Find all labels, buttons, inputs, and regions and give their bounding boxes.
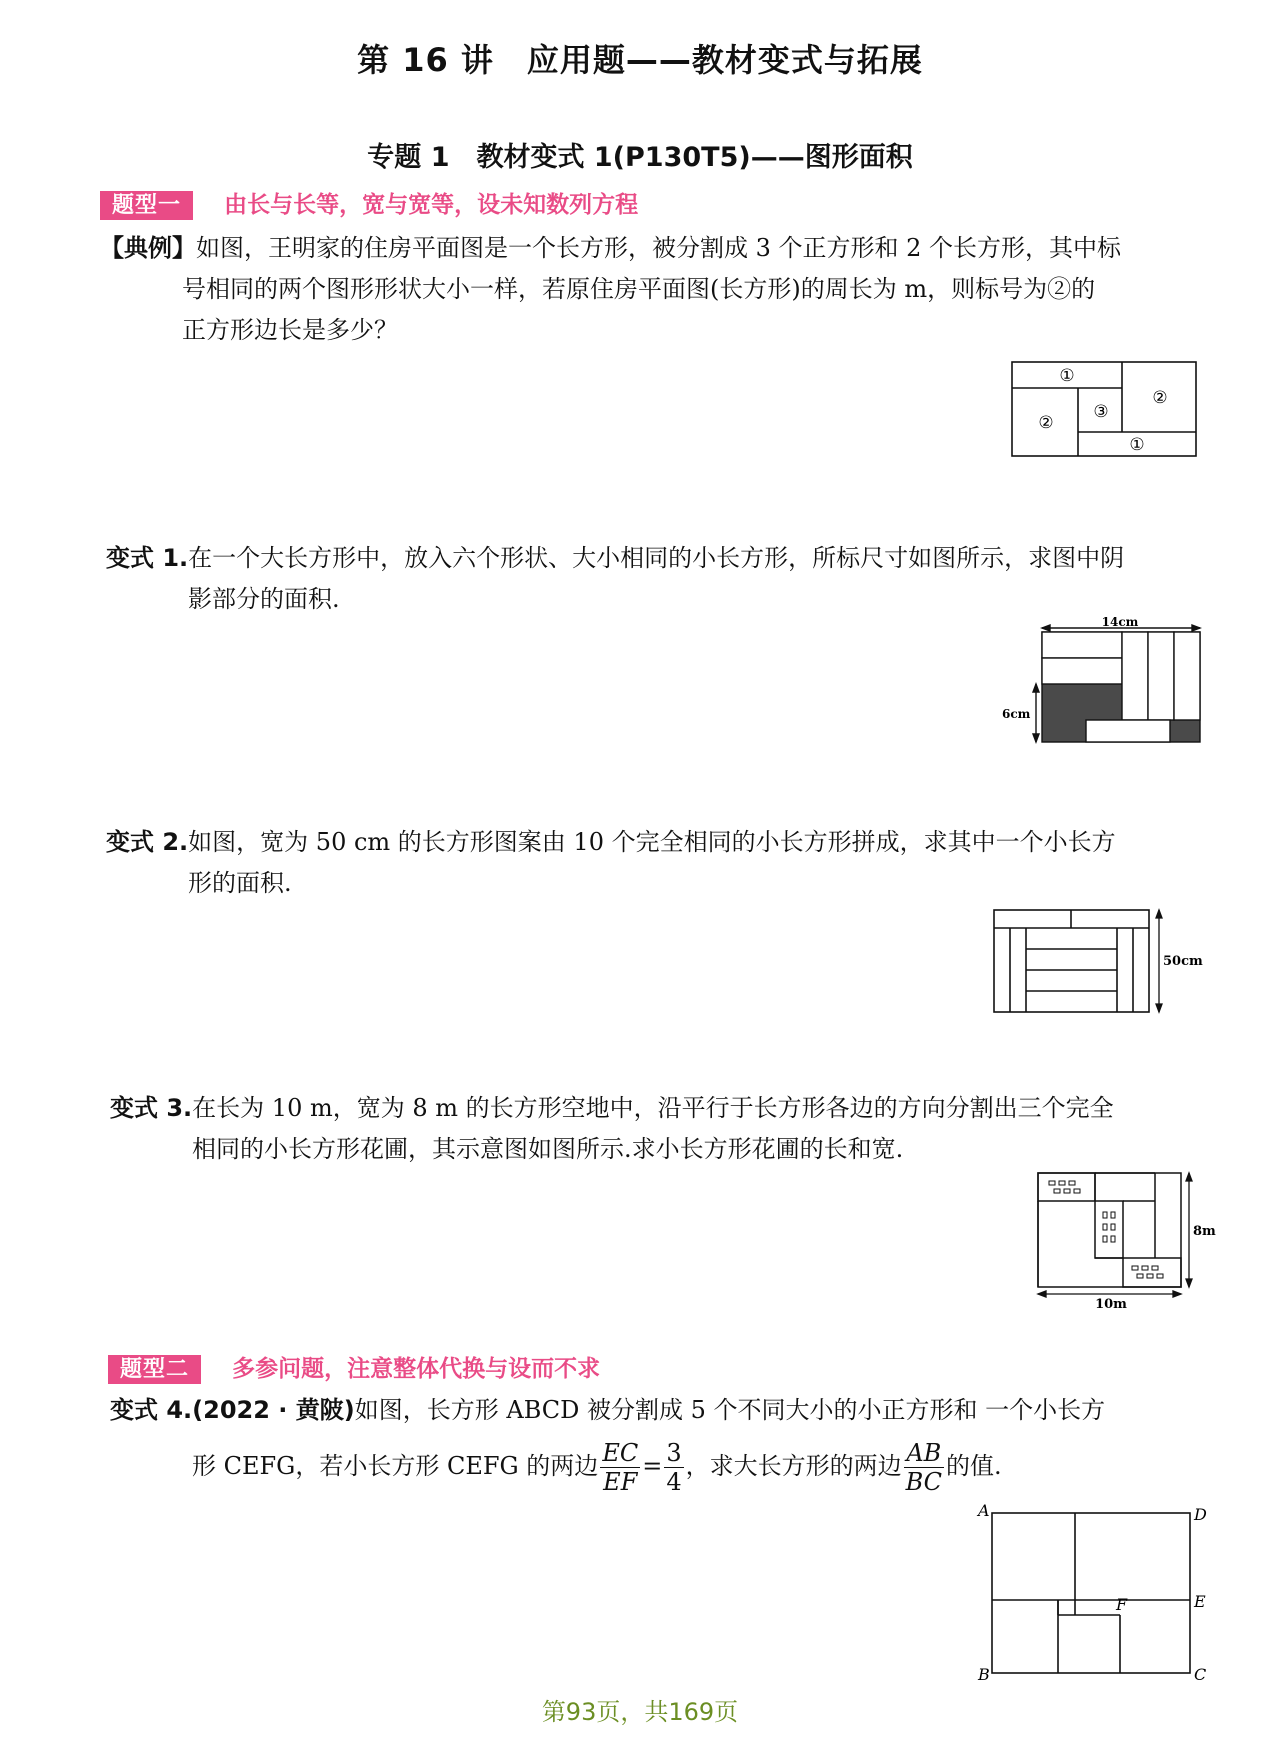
plan-label-2-left: ②	[1038, 413, 1054, 433]
type1-badge: 题型一	[100, 191, 193, 220]
fraction-3: 3	[666, 1439, 682, 1467]
point-a: A	[978, 1501, 990, 1520]
example-line-2: 号相同的两个图形形状大小一样，若原住房平面图(长方形)的周长为 m，则标号为②的	[182, 275, 1096, 303]
example-problem	[100, 228, 1200, 351]
variant1-problem	[106, 538, 1206, 620]
variant3-line-1: 在长为 10 m，宽为 8 m 的长方形空地中，沿平行于长方形各边的方向分割出三个完全	[192, 1094, 1114, 1122]
example-floor-plan-figure	[1010, 360, 1200, 460]
variant1-line-2: 影部分的面积.	[188, 585, 340, 613]
variant1-line-1: 在一个大长方形中，放入六个形状、大小相同的小长方形，所标尺寸如图所示，求图中阴	[188, 544, 1125, 572]
fraction-ab-bc	[904, 1441, 944, 1494]
variant2-figure	[985, 900, 1205, 1020]
variant4-line-1: 如图，长方形 ABCD 被分割成 5 个不同大小的小正方形和 一个小长方	[354, 1396, 1106, 1424]
equals-sign: =	[642, 1452, 663, 1480]
fraction-ec: EC	[602, 1439, 639, 1467]
fraction-ab: AB	[904, 1441, 944, 1468]
dim-6cm: 6cm	[1002, 707, 1031, 721]
plan-label-1-bottom: ①	[1129, 435, 1145, 455]
variant4-source: (2022 · 黄陂)	[192, 1396, 355, 1424]
variant4-line-2b: ，求大长方形的两边	[685, 1452, 902, 1480]
variant4-line-2	[110, 1441, 1210, 1494]
example-line-3: 正方形边长是多少？	[182, 316, 398, 344]
type2-description: 多参问题，注意整体代换与设而不求	[232, 1356, 601, 1382]
variant2-line-1: 如图，宽为 50 cm 的长方形图案由 10 个完全相同的小长方形拼成，求其中一个小长方	[188, 828, 1116, 856]
variant2-line-2: 形的面积.	[188, 869, 292, 897]
variant3-line-2: 相同的小长方形花圃，其示意图如图所示.求小长方形花圃的长和宽.	[192, 1135, 904, 1163]
variant1-figure	[1000, 615, 1210, 748]
dim-14cm: 14cm	[1101, 615, 1139, 629]
section-subtitle: 专题 1 教材变式 1(P130T5)——图形面积	[367, 142, 913, 173]
variant4-problem	[110, 1390, 1210, 1494]
dim-8m: 8m	[1193, 1224, 1216, 1239]
fraction-ec-ef	[600, 1441, 640, 1494]
page-number: 第93页，共169页	[541, 1698, 739, 1726]
point-f: F	[1116, 1595, 1128, 1614]
fraction-4: 4	[666, 1468, 682, 1496]
plan-label-2-right: ②	[1152, 388, 1168, 408]
type1-description: 由长与长等，宽与宽等，设未知数列方程	[224, 192, 639, 218]
fraction-ef: EF	[603, 1468, 638, 1496]
variant2-problem	[106, 822, 1206, 904]
variant3-problem	[110, 1088, 1210, 1170]
shaded-area-right	[1170, 720, 1200, 742]
plan-label-1-top: ①	[1059, 366, 1075, 386]
point-d: D	[1194, 1505, 1207, 1524]
plan-label-3: ③	[1093, 402, 1109, 422]
variant3-label: 变式 3.	[110, 1094, 193, 1122]
page-title: 第 16 讲 应用题——教材变式与拓展	[357, 41, 923, 79]
variant3-figure	[1025, 1160, 1216, 1312]
fraction-3-4	[664, 1441, 683, 1494]
dim-10m: 10m	[1095, 1297, 1127, 1312]
variant4-figure	[970, 1500, 1210, 1685]
point-e: E	[1194, 1592, 1206, 1611]
fraction-bc: BC	[905, 1468, 943, 1496]
variant1-label: 变式 1.	[106, 544, 189, 572]
example-line-1: 如图，王明家的住房平面图是一个长方形，被分割成 3 个正方形和 2 个长方形，其中标	[196, 234, 1122, 262]
variant2-label: 变式 2.	[106, 828, 189, 856]
point-c: C	[1194, 1665, 1207, 1684]
variant4-label: 变式 4.	[110, 1396, 193, 1424]
dim-50cm: 50cm	[1163, 954, 1203, 969]
type2-badge: 题型二	[108, 1355, 201, 1384]
type1-heading	[100, 186, 638, 219]
example-label: 【典例】	[100, 234, 196, 262]
type2-heading	[108, 1350, 600, 1383]
variant4-line-2c: 的值.	[946, 1452, 1002, 1480]
point-b: B	[978, 1665, 990, 1684]
variant4-line-2a: 形 CEFG，若小长方形 CEFG 的两边	[192, 1452, 599, 1480]
